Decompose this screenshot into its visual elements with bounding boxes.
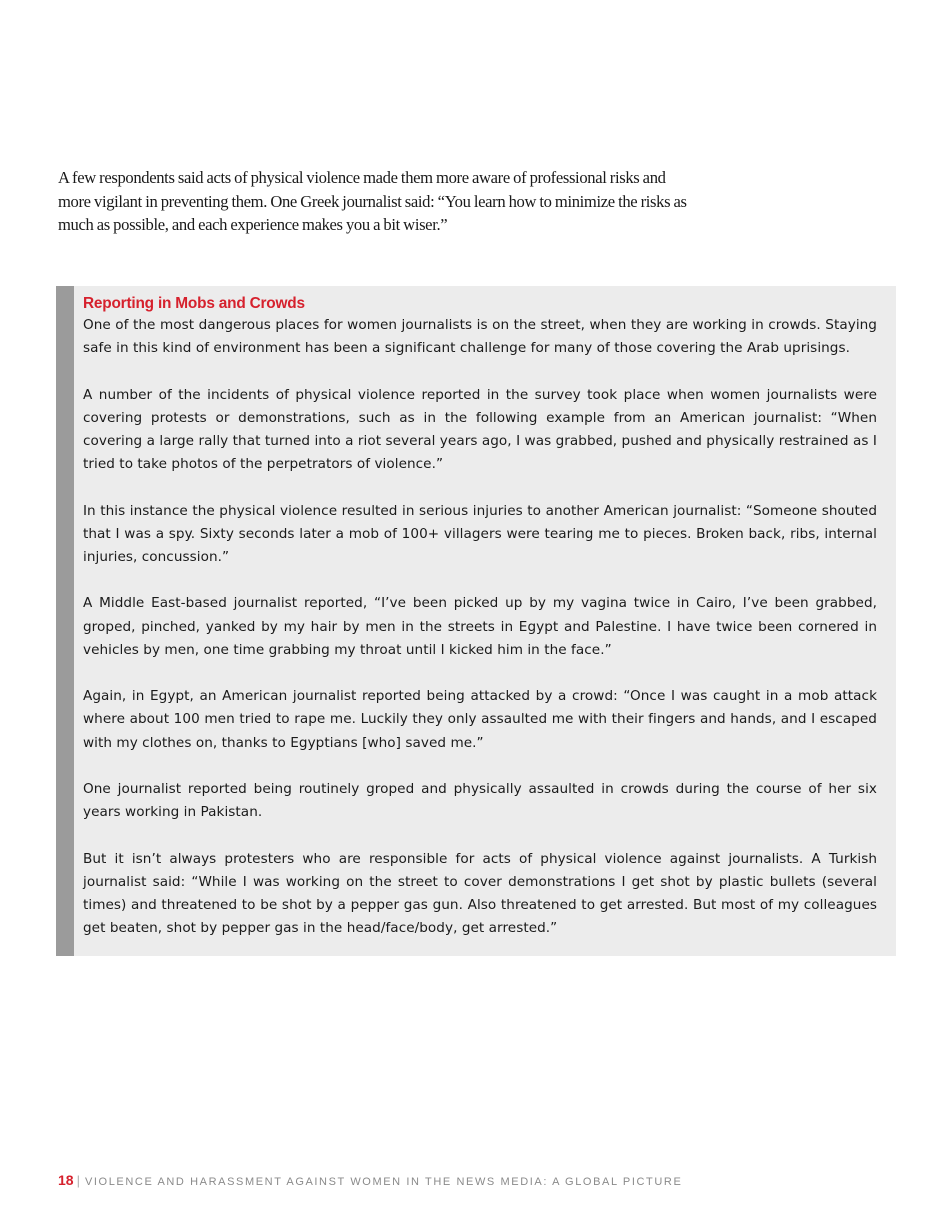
sidebar-accent-bar xyxy=(56,286,74,956)
footer-publication-title: VIOLENCE AND HARASSMENT AGAINST WOMEN IN THE NEWS MEDIA: A GLOBAL PICTURE xyxy=(84,1176,683,1188)
sidebar-title: Reporting in Mobs and Crowds xyxy=(83,295,305,312)
page-number: 18 xyxy=(58,1172,74,1188)
page-footer xyxy=(58,1171,682,1191)
sidebar-paragraph: One of the most dangerous places for women journalists is on the street, when they are working in crowds. Staying safe in this kind of environment has been a significant challenge for many of those covering the Arab uprisings. xyxy=(83,317,877,357)
sidebar-paragraph: One journalist reported being routinely groped and physically assaulted in crowds during the course of her six years working in Pakistan. xyxy=(83,780,877,821)
sidebar-paragraph: A Middle East-based journalist reported, “I’ve been picked up by my vagina twice in Cairo, I’ve been grabbed, groped, pinched, yanked by my hair by men in the streets in Egypt and Palestine. I have twice been cornered in vehicles by men, one time grabbing my throat until I kicked him in the face.” xyxy=(83,595,877,658)
intro-paragraph: A few respondents said acts of physical violence made them more aware of professional risks and more vigilant in preventing them. One Greek journalist said: “You learn how to minimize the risks as much as possible, and each experience makes you a bit wiser.” xyxy=(58,168,687,234)
sidebar-paragraph: Again, in Egypt, an American journalist reported being attacked by a crowd: “Once I was caught in a mob attack where about 100 men tried to rape me. Luckily they only assaulted me with their fingers and hands, and I escaped with my clothes on, thanks to Egyptians [who] saved me.” xyxy=(83,688,877,751)
sidebar-paragraph: A number of the incidents of physical violence reported in the survey took place when women journalists were covering protests or demonstrations, such as in the following example from an American journalist: “When covering a large rally that turned into a riot several years ago, I was grabbed, pushed and physically restrained as I tried to take photos of the perpetrators of violence.” xyxy=(83,386,877,473)
sidebar-paragraph: In this instance the physical violence resulted in serious injuries to another American journalist: “Someone shouted that I was a spy. Sixty seconds later a mob of 100+ villagers were tearing me to pieces. Broken back, ribs, internal injuries, concussion.” xyxy=(83,502,877,565)
sidebar-content xyxy=(83,293,877,940)
sidebar-paragraph: But it isn’t always protesters who are responsible for acts of physical violence against journalists. A Turkish journalist said: “While I was working on the street to cover demonstrations I get shot by plastic bullets (several times) and threatened to be shot by a pepper gas gun. Also threatened to get arrested. But most of my colleagues get beaten, shot by pepper gas in the head/face/body, get arrested.” xyxy=(83,850,877,937)
footer-separator: | xyxy=(76,1173,80,1188)
sidebar-box xyxy=(56,286,896,956)
